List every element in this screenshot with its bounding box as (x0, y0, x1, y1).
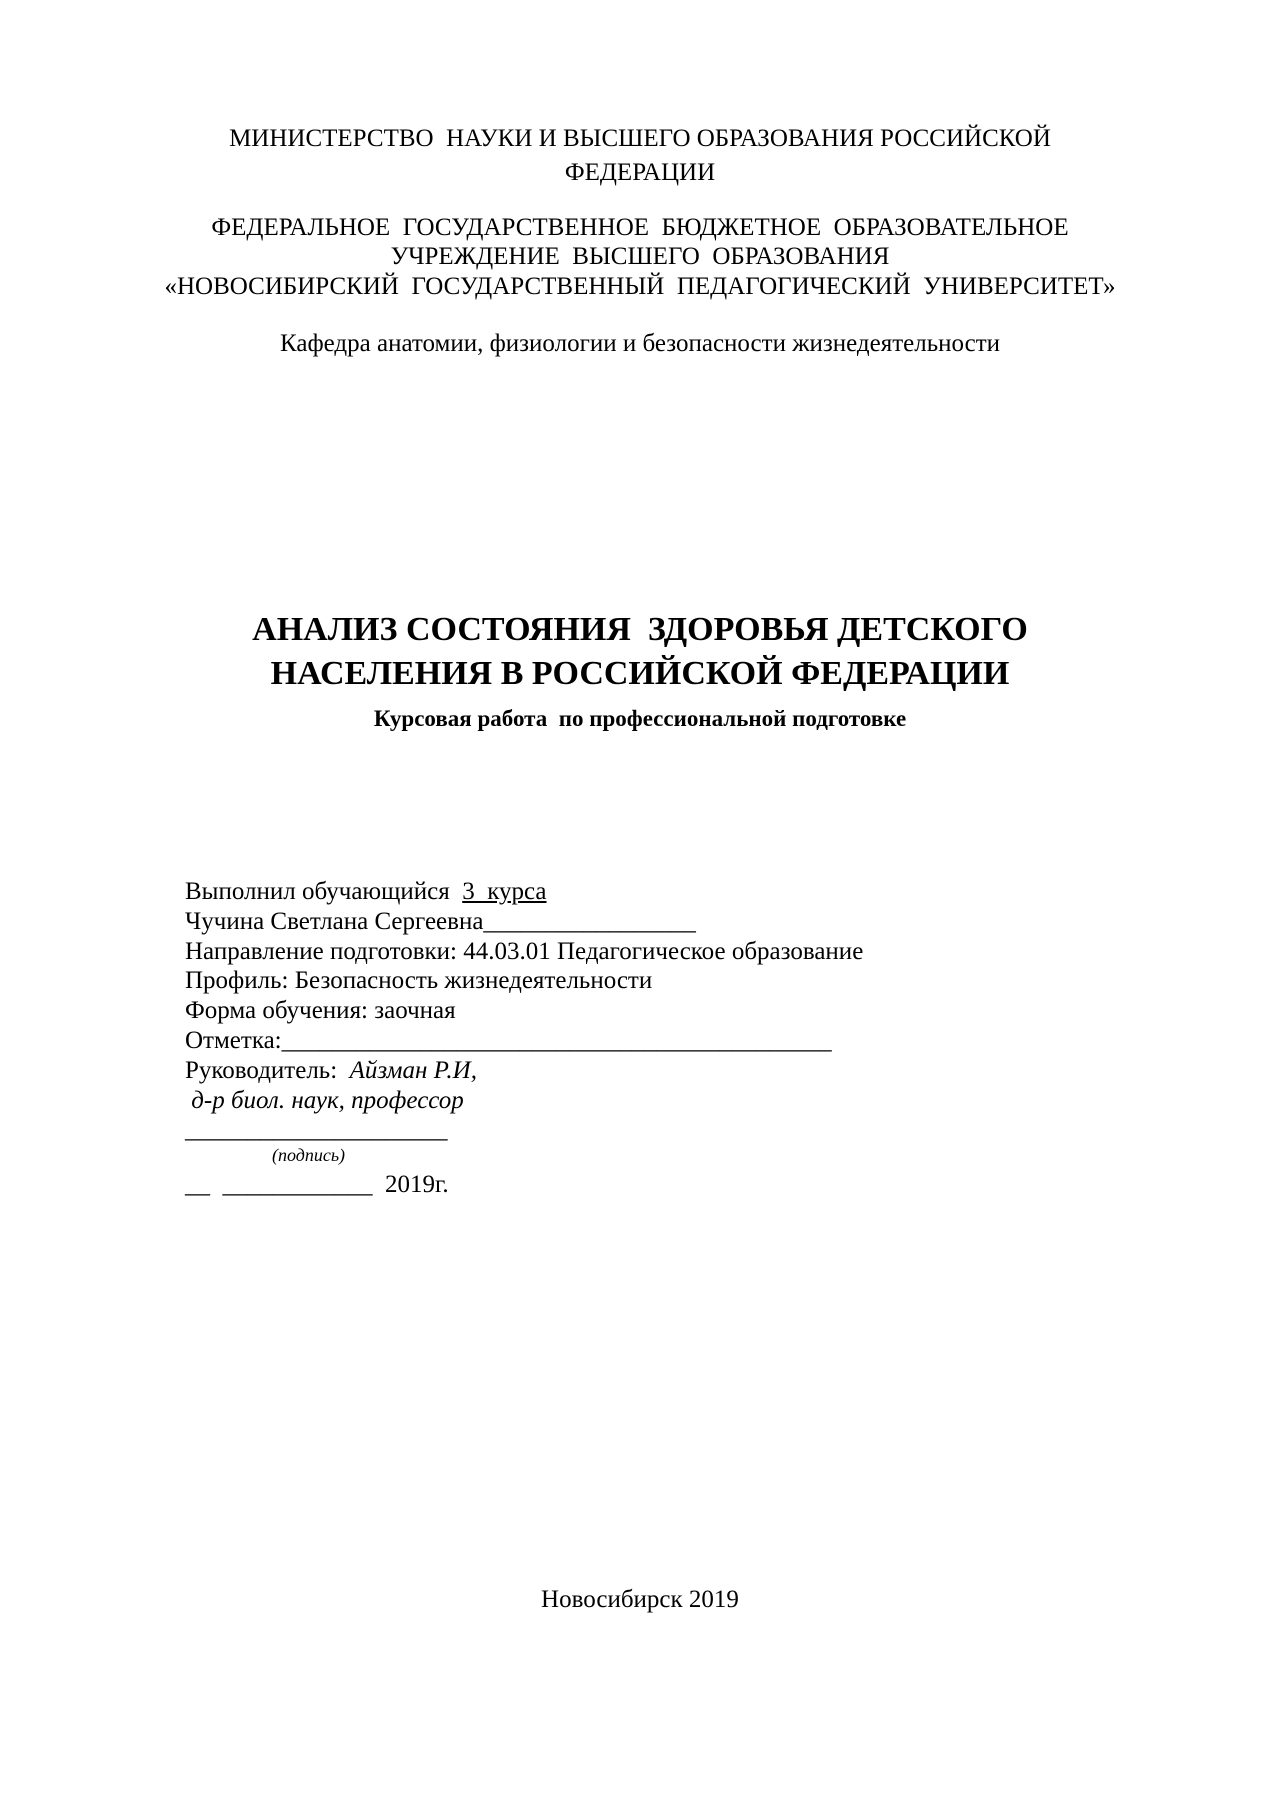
institution-line-1: ФЕДЕРАЛЬНОЕ ГОСУДАРСТВЕННОЕ БЮДЖЕТНОЕ ОБРАЗОВАТЕЛЬНОЕ (211, 214, 1069, 241)
supervisor-label: Руководитель: (185, 1057, 350, 1084)
supervisor-line (185, 1056, 477, 1086)
institution-line-3: «НОВОСИБИРСКИЙ ГОСУДАРСТВЕННЫЙ ПЕДАГОГИЧЕСКИЙ УНИВЕРСИТЕТ» (164, 273, 1116, 300)
course-value: 3 курса (462, 878, 547, 905)
direction-line: Направление подготовки: 44.03.01 Педагогическое образование (185, 938, 864, 965)
department-line: Кафедра анатомии, физиологии и безопасности жизнедеятельности (280, 330, 1000, 357)
date-line: __ ____________ 2019г. (185, 1171, 449, 1198)
institution-line-2: УЧРЕЖДЕНИЕ ВЫСШЕГО ОБРАЗОВАНИЯ (390, 243, 890, 270)
performed-line (185, 877, 547, 907)
title-line-2: НАСЕЛЕНИЯ В РОССИЙСКОЙ ФЕДЕРАЦИИ (270, 655, 1010, 692)
student-line: Чучина Светлана Сергеевна_________________ (185, 908, 696, 935)
signature-caption: (подпись) (272, 1145, 346, 1165)
ministry-line-1: МИНИСТЕРСТВО НАУКИ И ВЫСШЕГО ОБРАЗОВАНИЯ РОССИЙСКОЙ (229, 125, 1051, 152)
supervisor-name: Айзман Р.И, (349, 1057, 477, 1084)
mark-line: Отметка:____________________________________________ (185, 1027, 832, 1054)
performed-label: Выполнил обучающийся (185, 878, 463, 905)
signature-line: _____________________ (185, 1116, 448, 1143)
supervisor-degree: д-р биол. наук, профессор (185, 1087, 464, 1114)
subtitle: Курсовая работа по профессиональной подготовке (373, 706, 907, 731)
profile-line: Профиль: Безопасность жизнедеятельности (185, 967, 653, 994)
city-year: Новосибирск 2019 (541, 1586, 739, 1613)
title-line-1: АНАЛИЗ СОСТОЯНИЯ ЗДОРОВЬЯ ДЕТСКОГО (252, 611, 1028, 648)
study-form-line: Форма обучения: заочная (185, 997, 456, 1024)
ministry-line-2: ФЕДЕРАЦИИ (564, 159, 716, 186)
